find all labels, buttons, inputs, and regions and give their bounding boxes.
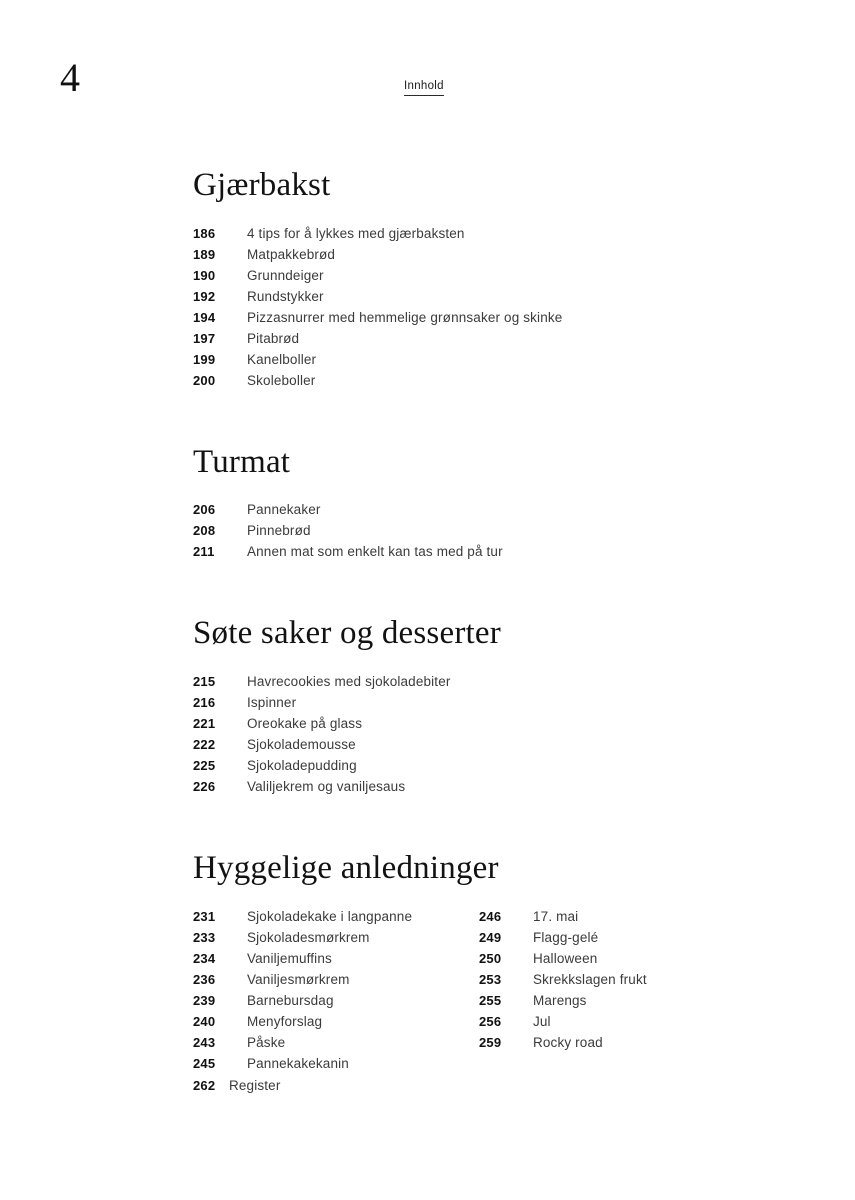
- toc-entry[interactable]: [193, 370, 793, 391]
- toc-entry[interactable]: [193, 734, 793, 755]
- entry-title: Sjokolademousse: [247, 736, 356, 752]
- section-spacer: [193, 562, 793, 616]
- entry-page-number: 200: [193, 372, 216, 388]
- section-spacer: [193, 797, 793, 851]
- entry-page-number: 225: [193, 757, 216, 773]
- entry-page-number: 222: [193, 736, 216, 752]
- entry-title: Pizzasnurrer med hemmelige grønnsaker og skinke: [247, 309, 563, 325]
- entry-page-number: 226: [193, 778, 216, 794]
- entry-page-number: 197: [193, 330, 216, 346]
- entry-page-number: 208: [193, 523, 216, 539]
- entry-page-number: 253: [479, 971, 502, 987]
- toc-entry[interactable]: [193, 990, 479, 1011]
- toc-entry[interactable]: [193, 307, 793, 328]
- entry-page-number: 211: [193, 544, 215, 560]
- entry-title: Valiljekrem og vaniljesaus: [247, 778, 406, 794]
- toc-entry[interactable]: [193, 349, 793, 370]
- toc-entry[interactable]: [193, 223, 793, 244]
- toc-entry[interactable]: [479, 1011, 779, 1032]
- entry-page-number: 231: [193, 908, 216, 924]
- entry-title: Oreokake på glass: [247, 715, 363, 731]
- entry-page-number: 240: [193, 1013, 216, 1029]
- entry-page-number: 250: [479, 950, 502, 966]
- entry-list: [193, 499, 793, 562]
- entry-page-number: 199: [193, 351, 216, 367]
- section-spacer: [193, 391, 793, 445]
- toc-entry[interactable]: [193, 541, 793, 562]
- toc-entry[interactable]: [193, 671, 793, 692]
- entry-title: Sjokoladekake i langpanne: [247, 908, 413, 924]
- entry-title: Pitabrød: [247, 330, 300, 346]
- entry-title: Rocky road: [533, 1034, 603, 1050]
- entry-list-right: [479, 906, 779, 1074]
- entry-title: Menyforslag: [247, 1013, 323, 1029]
- section-title: Søte saker og desserter: [193, 615, 501, 652]
- entry-title: 4 tips for å lykkes med gjærbaksten: [247, 225, 465, 241]
- entry-title: 17. mai: [533, 908, 579, 924]
- section-turmat: [193, 445, 793, 563]
- entry-title: Sjokoladepudding: [247, 757, 357, 773]
- toc-entry[interactable]: [193, 520, 793, 541]
- entry-title: Pinnebrød: [247, 523, 311, 539]
- entry-title: Barnebursdag: [247, 992, 334, 1008]
- toc-entry[interactable]: [193, 244, 793, 265]
- entry-page-number: 259: [479, 1034, 502, 1050]
- toc-entry[interactable]: [193, 969, 479, 990]
- entry-title: Kanelboller: [247, 351, 317, 367]
- two-column-entries: [193, 906, 793, 1074]
- toc-entry[interactable]: [193, 499, 793, 520]
- toc-entry[interactable]: [193, 692, 793, 713]
- entry-title: Sjokoladesmørkrem: [247, 929, 370, 945]
- entry-title: Påske: [247, 1034, 286, 1050]
- entry-page-number: 256: [479, 1013, 502, 1029]
- running-head-innhold: Innhold: [404, 80, 444, 96]
- toc-entry[interactable]: [479, 1032, 779, 1053]
- entry-page-number: 234: [193, 950, 216, 966]
- entry-page-number: 190: [193, 267, 216, 283]
- entry-title: Vaniljesmørkrem: [247, 971, 350, 987]
- toc-entry[interactable]: [479, 969, 779, 990]
- entry-page-number: 239: [193, 992, 216, 1008]
- entry-page-number: 221: [193, 715, 216, 731]
- entry-title: Grunndeiger: [247, 267, 324, 283]
- toc-entry[interactable]: [193, 927, 479, 948]
- entry-title: Ispinner: [247, 694, 297, 710]
- toc-entry-register[interactable]: [193, 1078, 280, 1093]
- entry-title: Annen mat som enkelt kan tas med på tur: [247, 544, 503, 560]
- toc-entry[interactable]: [193, 265, 793, 286]
- section-gjaerbakst: [193, 168, 793, 391]
- entry-title: Register: [229, 1078, 281, 1093]
- entry-list-left: [193, 906, 479, 1074]
- section-title: Turmat: [193, 443, 291, 480]
- toc-entry[interactable]: [193, 1032, 479, 1053]
- entry-page-number: 236: [193, 971, 216, 987]
- entry-title: Marengs: [533, 992, 587, 1008]
- entry-page-number: 233: [193, 929, 216, 945]
- toc-entry[interactable]: [193, 776, 793, 797]
- entry-list: [193, 223, 793, 391]
- entry-page-number: 194: [193, 309, 216, 325]
- entry-page-number: 246: [479, 908, 502, 924]
- entry-page-number: 249: [479, 929, 502, 945]
- toc-entry[interactable]: [193, 755, 793, 776]
- entry-page-number: 262: [193, 1078, 216, 1093]
- entry-page-number: 186: [193, 225, 216, 241]
- entry-title: Vaniljemuffins: [247, 950, 332, 966]
- entry-page-number: 255: [479, 992, 502, 1008]
- entry-title: Jul: [533, 1013, 551, 1029]
- entry-title: Pannekakekanin: [247, 1055, 349, 1071]
- entry-title: Pannekaker: [247, 502, 321, 518]
- toc-entry[interactable]: [193, 906, 479, 927]
- toc-entry[interactable]: [479, 948, 779, 969]
- section-soete-saker-og-desserter: [193, 616, 793, 797]
- toc-entry[interactable]: [479, 927, 779, 948]
- entry-page-number: 245: [193, 1055, 216, 1071]
- entry-title: Skoleboller: [247, 372, 316, 388]
- toc-content: [193, 168, 793, 1074]
- toc-entry[interactable]: [193, 1053, 479, 1074]
- toc-entry[interactable]: [479, 906, 779, 927]
- entry-title: Skrekkslagen frukt: [533, 971, 647, 987]
- folio-page-number: 4: [60, 55, 81, 100]
- entry-title: Halloween: [533, 950, 598, 966]
- entry-title: Matpakkebrød: [247, 246, 336, 262]
- entry-page-number: 243: [193, 1034, 216, 1050]
- entry-title: Havrecookies med sjokoladebiter: [247, 673, 451, 689]
- section-title: Hyggelige anledninger: [193, 849, 499, 886]
- toc-entry[interactable]: [193, 328, 793, 349]
- entry-page-number: 216: [193, 694, 216, 710]
- section-hyggelige-anledninger: [193, 851, 793, 1074]
- entry-list: [193, 671, 793, 797]
- toc-entry[interactable]: [193, 948, 479, 969]
- section-title: Gjærbakst: [193, 167, 331, 203]
- entry-page-number: 189: [193, 246, 216, 262]
- toc-entry[interactable]: [193, 713, 793, 734]
- entry-page-number: 206: [193, 502, 216, 518]
- entry-title: Flagg-gelé: [533, 929, 599, 945]
- entry-page-number: 215: [193, 673, 216, 689]
- toc-entry[interactable]: [193, 1011, 479, 1032]
- entry-page-number: 192: [193, 288, 216, 304]
- toc-entry[interactable]: [193, 286, 793, 307]
- entry-title: Rundstykker: [247, 288, 324, 304]
- toc-entry[interactable]: [479, 990, 779, 1011]
